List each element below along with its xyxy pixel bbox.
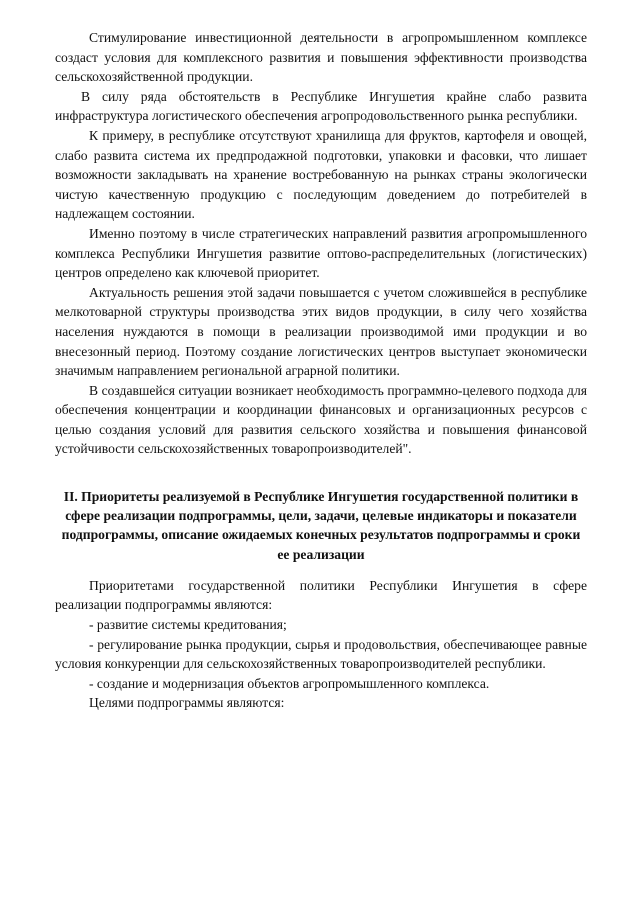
priority-item-credit: - развитие системы кредитования; [89,617,287,633]
priority-item-market-regulation: - регулирование рынка продукции, сырья и продовольствия, обеспечивающее равные условия конкуренции для сельскохозяйственных товаропроизводителей республики. [55,636,587,672]
paragraph-strategic-directions: Именно поэтому в числе стратегических направлений развития агропромышленного комплекса Республики Ингушетия развитие оптово-распределительных (логистических) центров определено как ключевой приоритет. [55,225,587,281]
paragraph-logistics-infrastructure: В силу ряда обстоятельств в Республике Ингушетия крайне слабо развита инфраструктура логистического обеспечения агропродовольственного рынка республики. [55,88,587,124]
goals-intro: Целями подпрограммы являются: [89,695,285,711]
paragraph-storage-example: К примеру, в республике отсутствуют хранилища для фруктов, картофеля и овощей, слабо развита система их предпродажной подготовки, упаковки и фасовки, что лишает возможности закладывать на хранение востребованную на рынках страны экологически чистую качественную продукцию с последующим доведением до потребителей в надлежащем состоянии. [55,127,587,222]
section-heading: II. Приоритеты реализуемой в Республике Ингушетия государственной политики в сфере реализации подпрограммы, цели, задачи, целевые индикаторы и показатели подпрограммы, описание ожидаемых конечных результатов подпрограммы и сроки ее реализации [61,489,581,562]
section-spacer [55,459,587,487]
priorities-intro: Приоритетами государственной политики Республики Ингушетия в сфере реализации подпрограммы являются: [55,577,587,613]
paragraph-investment: Стимулирование инвестиционной деятельности в агропромышленном комплексе создаст условия для комплексного развития и повышения эффективности производства сельскохозяйственной продукции. [55,30,587,85]
paragraph-program-approach: В создавшейся ситуации возникает необходимость программно-целевого подхода для обеспечения концентрации и координации финансовых и организационных ресурсов с целью создания условий для развития сельского хозяйства и повышения финансовой устойчивости сельскохозяйственных товаропроизводителей". [55,382,587,457]
priority-item-modernization: - создание и модернизация объектов агропромышленного комплекса. [89,675,490,691]
document-page [55,28,587,713]
paragraph-relevance: Актуальность решения этой задачи повышается с учетом сложившейся в республике мелкотоварной структуры производства этих видов продукции, в силу чего хозяйства населения нуждаются в помощи в реализации производимой ими продукции и во внесезонный период. Поэтому создание логистических центров выступает экономически значимым направлением региональной аграрной политики. [55,284,587,379]
